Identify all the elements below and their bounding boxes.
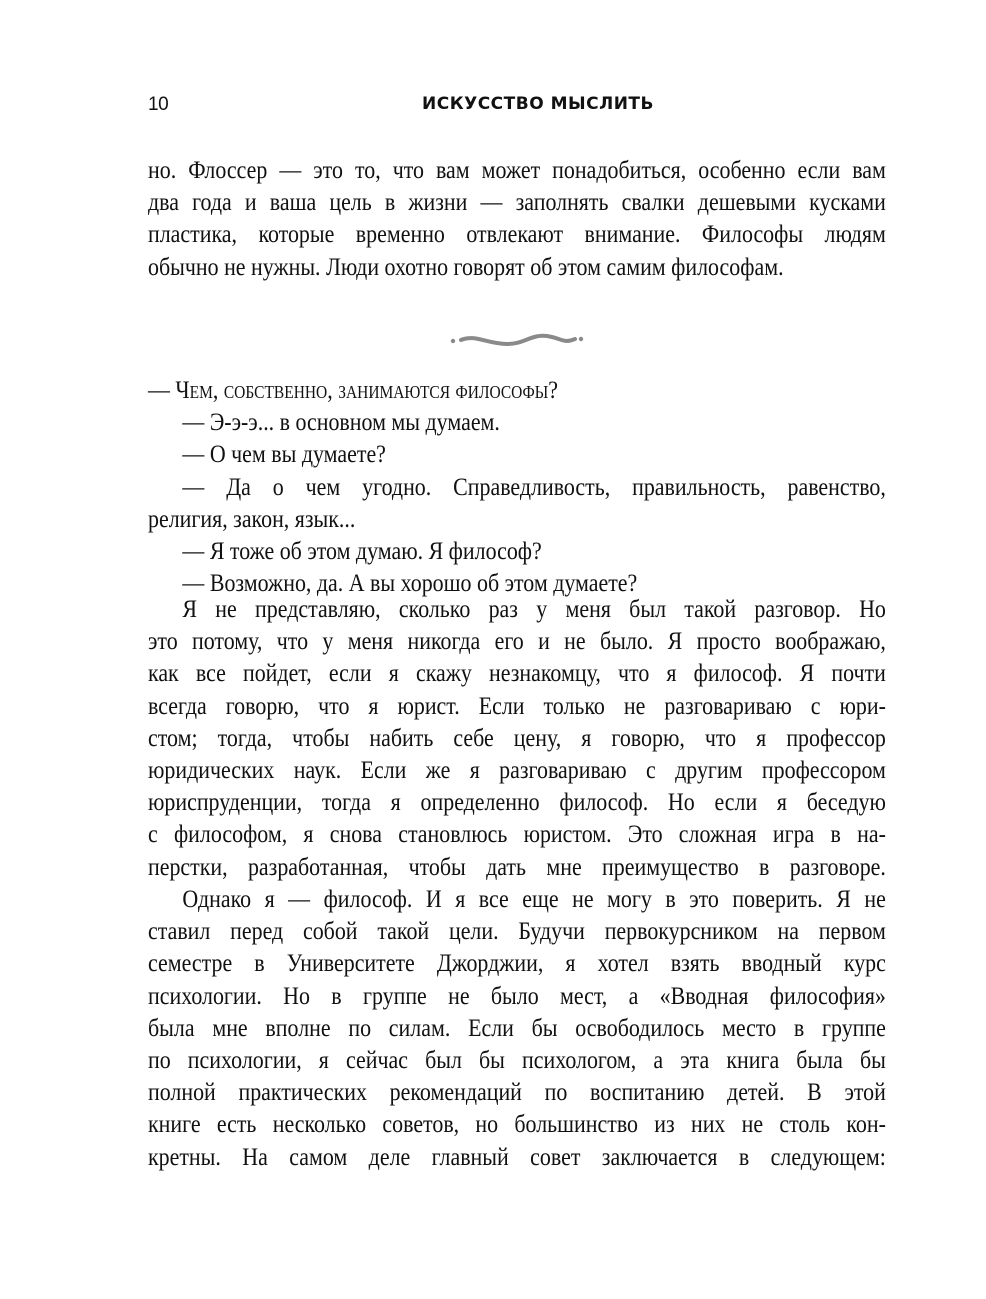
text-line: юриспруденции, тогда я определенно философ. Но если я беседую <box>148 787 886 817</box>
paragraph-continued <box>148 154 886 283</box>
paragraph-philosopher <box>148 883 886 1173</box>
text-line: это потому, что у меня никогда его и не было. Я просто воображаю, <box>148 626 886 656</box>
page-number: 10 <box>148 94 169 115</box>
dialogue-section <box>148 374 886 599</box>
dialogue-line: — Я тоже об этом думаю. Я философ? <box>182 535 542 565</box>
text-line: пластика, которые временно отвлекают внимание. Философы людям <box>148 219 886 249</box>
running-header <box>148 94 888 124</box>
text-line: обычно не нужны. Люди охотно говорят об этом самим философам. <box>148 251 784 281</box>
text-line: но. Флоссер — это то, что вам может понадобиться, особенно если вам <box>148 155 886 184</box>
ornament-dot-right <box>579 337 583 341</box>
text-line: ставил перед собой такой цели. Будучи первокурсником на первом <box>148 916 886 946</box>
ornament-wave <box>461 336 575 344</box>
text-line: всегда говорю, что я юрист. Если только не разговариваю с юри- <box>148 690 886 720</box>
text-line: перстки, разработанная, чтобы дать мне преимущество в разговоре. <box>148 851 886 881</box>
dialogue-line: — Возможно, да. А вы хорошо об этом думаете? <box>182 568 638 598</box>
dialogue-line: религия, закон, язык... <box>148 503 356 533</box>
ornament-dot-left <box>451 339 455 343</box>
wavy-ornament-divider-icon <box>447 332 587 354</box>
text-line: была мне вполне по силам. Если бы освободилось место в группе <box>148 1012 886 1042</box>
dialogue-line: — Чем, собственно, занимаются философы? <box>148 375 558 404</box>
dialogue-line: — Да о чем угодно. Справедливость, правильность, равенство, <box>182 471 886 501</box>
text-line: с философом, я снова становлюсь юристом. Это сложная игра в на- <box>148 819 886 849</box>
dialogue-line: — О чем вы думаете? <box>182 439 386 469</box>
text-line: Однако я — философ. И я все еще не могу в это поверить. Я не <box>182 884 886 913</box>
text-line: семестре в Университете Джорджии, я хотел взять вводный курс <box>148 948 886 978</box>
text-line: Я не представляю, сколько раз у меня был такой разговор. Но <box>182 594 886 623</box>
text-line: книге есть несколько советов, но большинство из них не столь кон- <box>148 1109 886 1139</box>
text-line: по психологии, я сейчас был бы психологом, а эта книга была бы <box>148 1044 886 1074</box>
text-line: стом; тогда, чтобы набить себе цену, я говорю, что я профессор <box>148 722 886 752</box>
text-line: как все пойдет, если я скажу незнакомцу, что я философ. Я почти <box>148 658 886 688</box>
dialogue-line: — Э-э-э... в основном мы думаем. <box>182 407 500 437</box>
running-title: ИСКУССТВО МЫСЛИТЬ <box>422 94 654 114</box>
text-line: психологии. Но в группе не было мест, а «Вводная философия» <box>148 980 886 1010</box>
text-line: юридических наук. Если же я разговариваю с другим профессором <box>148 754 886 784</box>
text-line: два года и ваша цель в жизни — заполнять свалки дешевыми кусками <box>148 187 886 217</box>
text-line: полной практических рекомендаций по воспитанию детей. В этой <box>148 1077 886 1107</box>
paragraph-conversation <box>148 593 886 883</box>
text-line: кретны. На самом деле главный совет заключается в следующем: <box>148 1141 886 1171</box>
